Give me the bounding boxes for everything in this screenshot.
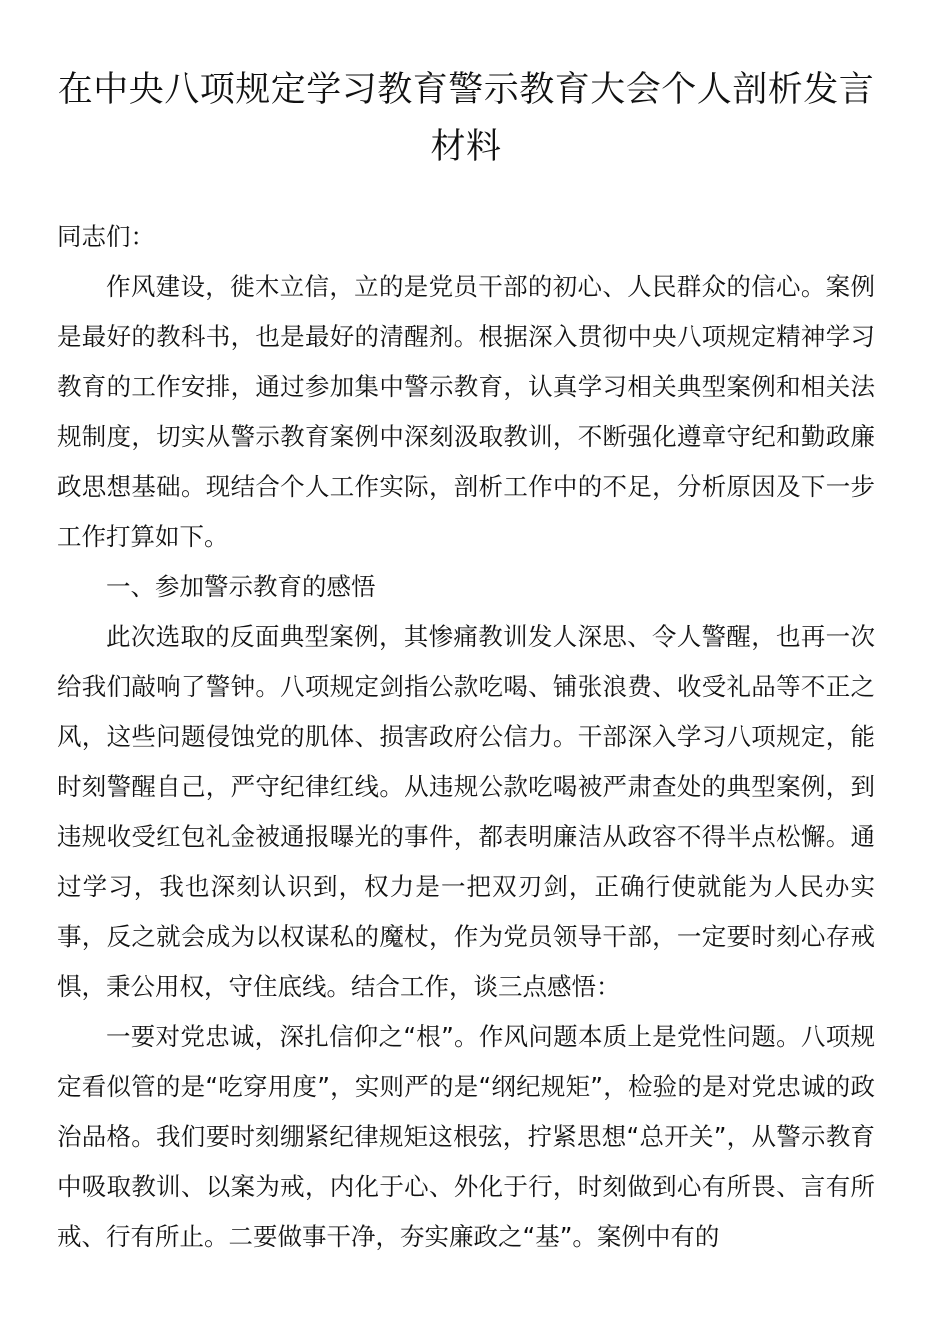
paragraph-three-insights: 一要对党忠诚，深扎信仰之“根”。作风问题本质上是党性问题。八项规定看似管的是“吃穿用度”，实则严的是“纲纪规矩”，检验的是对党忠诚的政治品格。我们要时刻绷紧纪律规矩这根弦，拧紧思想“总开关”，从警示教育中吸取教训、以案为戒，内化于心、外化于行，时刻做到心有所畏、言有所戒、行有所止。二要做事干净，夯实廉政之“基”。案例中有的: [57, 1022, 875, 1251]
paragraph-intro: 作风建设，徙木立信，立的是党员干部的初心、人民群众的信心。案例是最好的教科书，也是最好的清醒剂。根据深入贯彻中央八项规定精神学习教育的工作安排，通过参加集中警示教育，认真学习相关典型案例和相关法规制度，切实从警示教育案例中深刻汲取教训，不断强化遵章守纪和勤政廉政思想基础。现结合个人工作实际，剖析工作中的不足，分析原因及下一步工作打算如下。: [57, 272, 875, 551]
document-body: [57, 212, 875, 1262]
section-heading-1: 一、参加警示教育的感悟: [106, 572, 376, 601]
document-title: 在中央八项规定学习教育警示教育大会个人剖析发言材料: [57, 70, 875, 167]
salutation: 同志们：: [57, 222, 155, 251]
paragraph-case-reflection: 此次选取的反面典型案例，其惨痛教训发人深思、令人警醒，也再一次给我们敲响了警钟。八项规定剑指公款吃喝、铺张浪费、收受礼品等不正之风，这些问题侵蚀党的肌体、损害政府公信力。干部深入学习八项规定，能时刻警醒自己，严守纪律红线。从违规公款吃喝被严肃查处的典型案例，到违规收受红包礼金被通报曝光的事件，都表明廉洁从政容不得半点松懈。通过学习，我也深刻认识到，权力是一把双刃剑，正确行使就能为人民办实事，反之就会成为以权谋私的魔杖，作为党员领导干部，一定要时刻心存戒惧，秉公用权，守住底线。结合工作，谈三点感悟：: [57, 622, 875, 1001]
